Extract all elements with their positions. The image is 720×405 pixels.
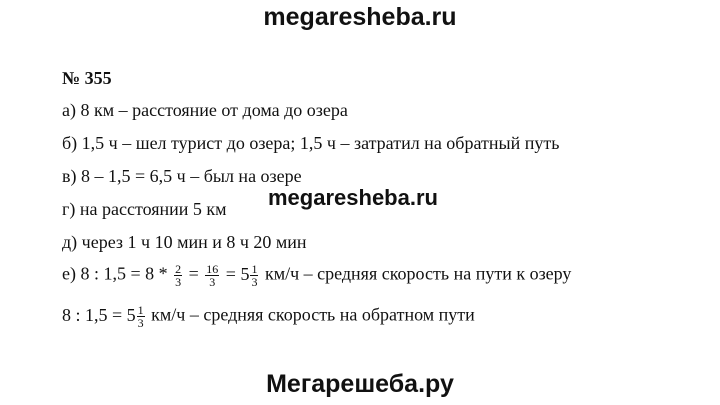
fraction-denominator: 3 xyxy=(137,316,144,330)
mixed-number xyxy=(225,262,261,289)
watermark-top: megaresheba.ru xyxy=(263,3,457,31)
fraction-one-third xyxy=(137,304,145,329)
fraction-one-third xyxy=(250,263,258,288)
answer-line-d: д) через 1 ч 10 мин и 8 ч 20 мин xyxy=(62,232,307,252)
answer-line-last xyxy=(62,304,475,329)
answer-line-e xyxy=(62,263,571,288)
line-e-start: е) 8 : 1,5 = 8 * xyxy=(62,263,168,284)
fraction-numerator: 1 xyxy=(137,303,144,317)
fraction-denominator: 3 xyxy=(209,275,216,289)
fraction-numerator: 2 xyxy=(175,262,182,276)
fraction-two-thirds xyxy=(174,263,182,288)
watermark-middle: megaresheba.ru xyxy=(268,185,438,210)
fraction-denominator: 3 xyxy=(251,275,258,289)
fraction-denominator: 3 xyxy=(175,275,182,289)
line-last-start: 8 : 1,5 = 5 xyxy=(62,304,136,325)
answer-line-g: г) на расстоянии 5 км xyxy=(62,199,227,219)
fraction-sixteen-thirds xyxy=(205,263,219,288)
answer-line-b: б) 1,5 ч – шел турист до озера; 1,5 ч – затратил на обратный путь xyxy=(62,133,560,153)
answer-line-v: в) 8 – 1,5 = 6,5 ч – был на озере xyxy=(62,166,302,186)
answer-line-a: а) 8 км – расстояние от дома до озера xyxy=(62,100,348,120)
equals-sign: = xyxy=(188,263,199,284)
watermark-bottom: Мегарешеба.ру xyxy=(266,370,454,398)
fraction-numerator: 1 xyxy=(251,262,258,276)
fraction-numerator: 16 xyxy=(206,262,219,276)
line-last-end: км/ч – средняя скорость на обратном пути xyxy=(151,304,475,325)
problem-number: № 355 xyxy=(62,68,112,88)
mixed-whole: = 5 xyxy=(225,263,250,284)
mixed-number xyxy=(62,303,147,330)
line-e-end: км/ч – средняя скорость на пути к озеру xyxy=(264,263,572,284)
